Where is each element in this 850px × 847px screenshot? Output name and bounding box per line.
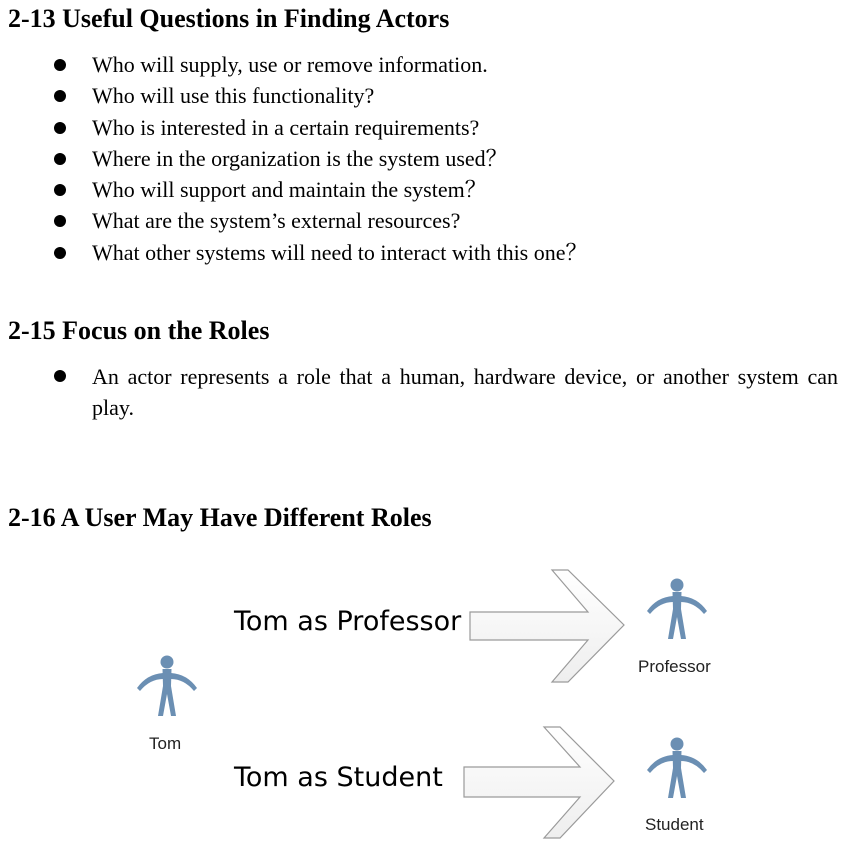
section-title-finding-actors: 2-13 Useful Questions in Finding Actors bbox=[8, 4, 450, 33]
actor-professor-icon bbox=[647, 579, 707, 640]
actor-tom-icon bbox=[137, 656, 197, 717]
actor-label-tom: Tom bbox=[149, 734, 182, 753]
actor-label-professor: Professor bbox=[638, 657, 711, 676]
list-item: What are the system’s external resources? bbox=[0, 205, 588, 236]
list-item: Where in the organization is the system used？ bbox=[0, 143, 588, 174]
list-item: What other systems will need to interact with this one？ bbox=[0, 237, 588, 268]
actor-label-student: Student bbox=[645, 815, 704, 834]
list-item: Who is interested in a certain requirements? bbox=[0, 112, 588, 143]
arrow-to-professor bbox=[470, 570, 624, 682]
actor-student-icon bbox=[647, 738, 707, 799]
list-item: An actor represents a role that a human, hardware device, or another system can play. bbox=[0, 361, 838, 423]
section-title-different-roles: 2-16 A User May Have Different Roles bbox=[8, 503, 432, 532]
section-title-focus-roles: 2-15 Focus on the Roles bbox=[8, 316, 270, 345]
arrow-to-student bbox=[464, 727, 614, 838]
list-item: Who will supply, use or remove information. bbox=[0, 49, 588, 80]
list-item: Who will support and maintain the system？ bbox=[0, 174, 588, 205]
arrow-label-professor: Tom as Professor bbox=[234, 606, 462, 637]
arrow-label-student: Tom as Student bbox=[234, 762, 443, 793]
list-item: Who will use this functionality? bbox=[0, 80, 588, 111]
